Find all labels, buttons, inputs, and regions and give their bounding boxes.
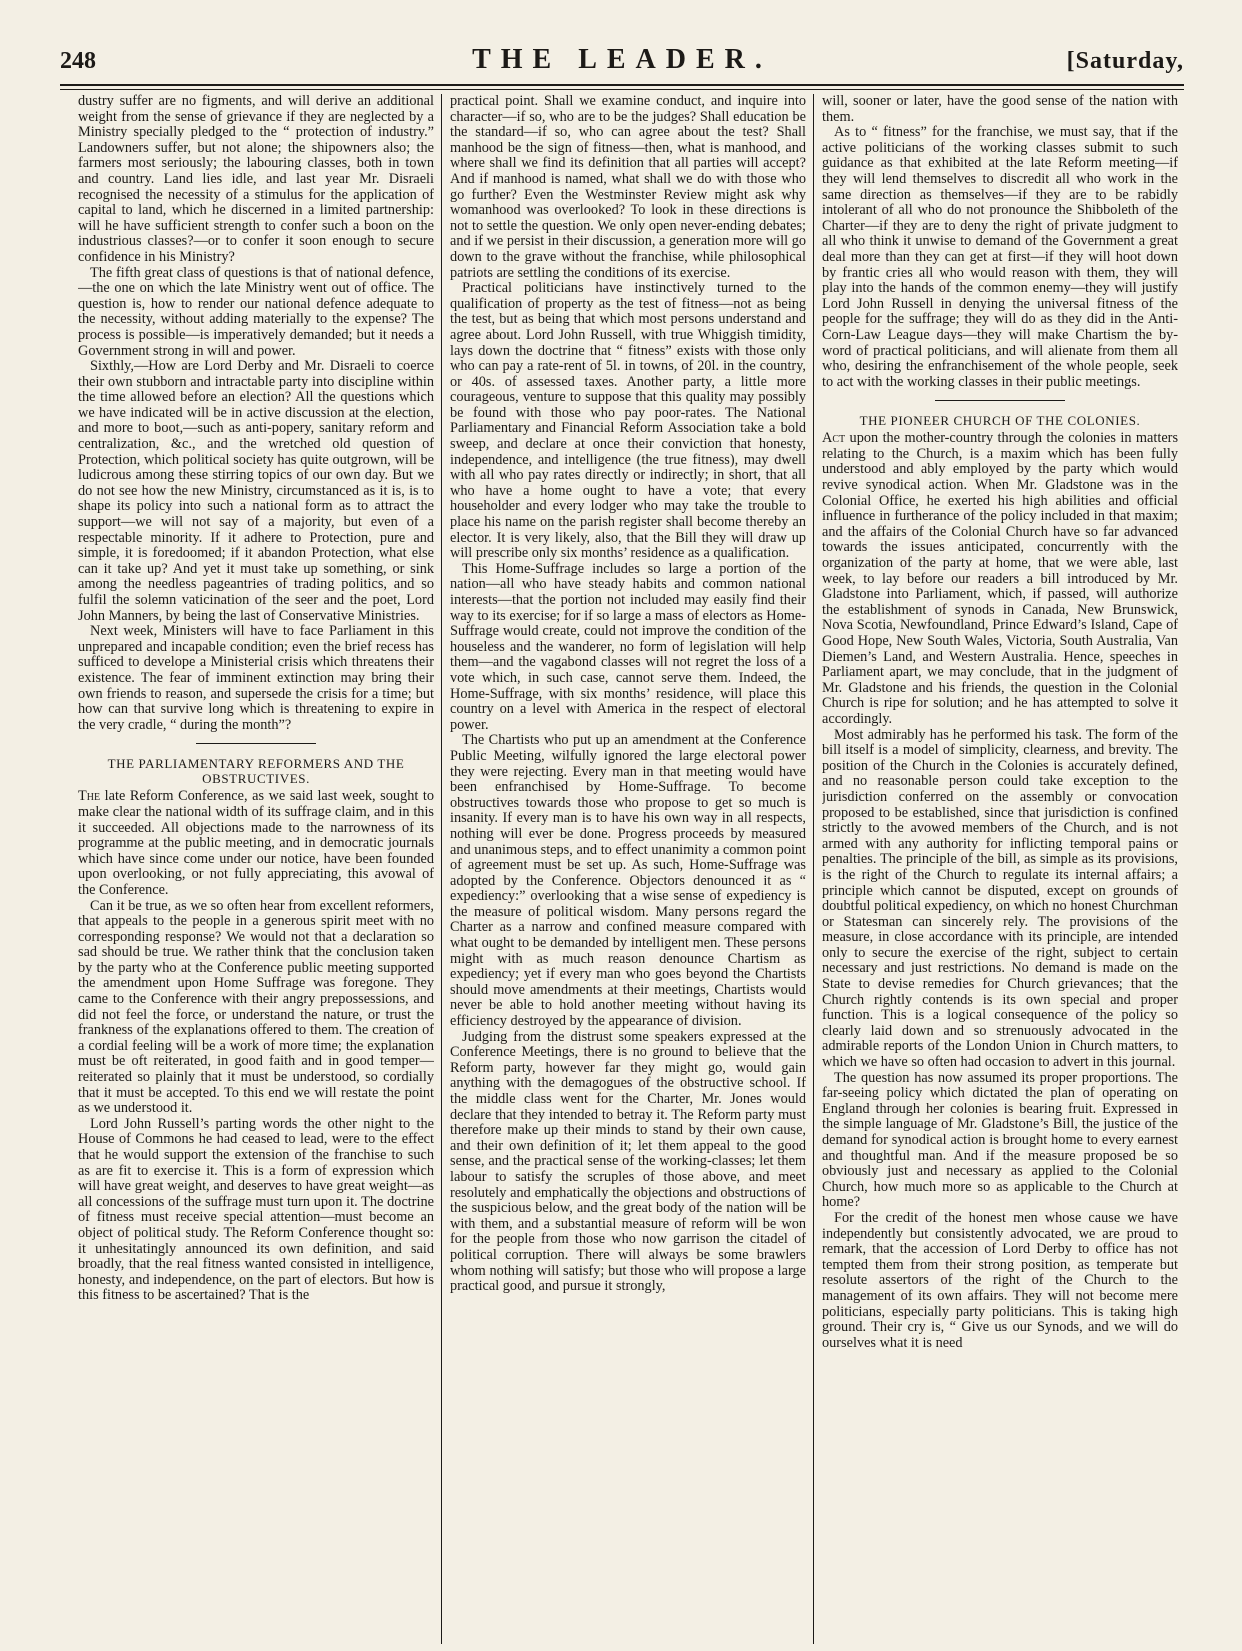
paragraph-text: late Reform Conference, as we said last week, sought to make clear the national width of its suffrage claim, and in this it succeeded. All objections made to the narrowness of its programme at the public meeting, and in democratic journals which have since come under our notice, have been founded upon overlooking, or not fully appreciating, this avowal of the Conference. <box>78 788 434 898</box>
article-heading: THE PARLIAMENTARY REFORMERS AND THE OBSTRUCTIVES. <box>107 756 405 787</box>
article-paragraph: dustry suffer are no figments, and will derive an additional weight from the sense of grievance if they are neglected by a Ministry specially pledged to the “ protection of industry.” Landowners suffer, but not alone; the shipowners also; the farmers most seriously; the labouring classes, both in town and country. Land lies idle, and last year Mr. Disraeli recognised the necessity of a stimulus for the application of capital to land, which he discerned in a limited partnership: will he have sufficient strength to confer such a boon on the industrious classes?—or to confer it soon enough to secure confidence in his Ministry? <box>78 94 434 265</box>
lead-word: The <box>78 788 101 805</box>
article-paragraph: practical point. Shall we examine conduct, and inquire into character—if so, who are to be the judges? Shall education be the standard—if so, who can agree about the test? Shall manhood be the sign of fitness—then, what is manhood, and where shall we find its definition that all parties will accept? And if manhood is named, what shall we do with those who go further? Even the Westminster Review might ask why womanhood was overlooked? To look in these directions is not to settle the question. We only open never-ending debates; and if we persist in their discussion, a generation more will go down to the grave without the franchise, while philosophical patriots are settling the conditions of its exercise. <box>450 94 806 281</box>
article-paragraph <box>78 789 434 898</box>
article-paragraph: The fifth great class of questions is that of national defence,—the one on which the late Ministry went out of office. The question is, how to render our national defence adequate to the necessity, without adding materially to the expense? The process is possible—is imperatively demanded; but it needs a Government strong in will and power. <box>78 264 434 359</box>
article-separator <box>196 743 316 744</box>
article-separator <box>935 400 1065 401</box>
issue-day: [Saturday, <box>1066 48 1184 74</box>
article-paragraph: Most admirably has he performed his task. The form of the bill itself is a model of simplicity, clearness, and brevity. The position of the Church in the Colonies is accurately defined, and no reasonable person could take exception to the jurisdiction conferred on the assembly or convocation proposed to be established, since that jurisdiction is confined strictly to the avowed members of the Church, and is not armed with any authority for inflicting temporal pains or penalties. The principle of the bill, as simple as its provisions, is the right of the Church to regulate its internal affairs; a principle which cannot be disputed, except on grounds of doubtful political expediency, on which no honest Churchman or Statesman can sincerely rely. The provisions of the measure, in close accordance with its principle, are intended only to secure the exercise of the right, subject to certain necessary and just restrictions. No demand is made on the State to devise remedies for Church grievances; that the Church rightly contends is its own special and proper function. This is a logical consequence of the policy so clearly laid down and so strenuously advocated in the admirable reports of the London Union in Church matters, to which we have so often had occasion to advert in this journal. <box>822 726 1178 1071</box>
column-3 <box>822 94 1178 1650</box>
article-paragraph: Sixthly,—How are Lord Derby and Mr. Disraeli to coerce their own stubborn and intractable party into discipline within the time allowed before an election? All the questions which we have indicated will be in active discussion at the election, and more to boot,—such as anti-popery, sanitary reform and centralization, &c., and the wretched old question of Protection, which political society has quite outgrown, will be ludicrous among these stirring topics of our own day. But we do not see how the new Ministry, circumstanced as it is, is to shape its policy into such a national form as to attract the support—we will not say of a majority, but even of a respectable minority. If it adhere to Protection, pure and simple, it is foredoomed; if it abandon Protection, what else can it take up? And yet it must take up something, or sink among the needless pageantries of trading politics, and so fulfil the solemn vaticination of the seer and the poet, Lord John Manners, by being the last of Conservative Ministries. <box>78 358 434 624</box>
article-paragraph: Practical politicians have instinctively turned to the qualification of property as the test of fitness—not as being the test, but as being that which most persons understand and agree about. Lord John Russell, with true Whiggish timidity, lays down the doctrine that “ fitness” exists with those only who can pay a rate-rent of 5l. in towns, of 20l. in the country, or 40s. of assessed taxes. Another party, a little more courageous, venture to suppose that this quality may possibly be found with those who pay poor-rates. The National Parliamentary and Financial Reform Association take a bold sweep, and declare at once their conviction that honesty, independence, and intelligence (the true fitness), may dwell with all who pay rates directly or indirectly; in short, that all who have a home ought to have a vote; that every householder and every lodger who may take the trouble to place his name on the parish register shall become thereby an elector. It is very likely, also, that the Bill they will draw up will prescribe only six months’ residence as a qualification. <box>450 280 806 562</box>
column-1 <box>78 94 434 1650</box>
article-paragraph: will, sooner or later, have the good sense of the nation with them. <box>822 94 1178 125</box>
newspaper-title: THE LEADER. <box>472 44 772 75</box>
article-paragraph: The question has now assumed its proper proportions. The far-seeing policy which dictated the plan of operating on England through her colonies is bearing fruit. Expressed in the simple language of Mr. Gladstone’s Bill, the justice of the demand for synodical action is brought home to every earnest and thoughtful man. And if the measure proposed be so obviously just and necessary as applied to the Colonial Church, how much more so as applicable to the Church at home? <box>822 1069 1178 1211</box>
article-paragraph: Can it be true, as we so often hear from excellent reformers, that appeals to the people in a generous spirit meet with no corresponding response? We would not that a declaration so sad should be true. We rather think that the conclusion taken by the party who at the Conference public meeting supported the amendment upon Home Suffrage was foregone. They came to the Conference with their angry prepossessions, and did not feel the force, or understand the nature, or trust the frankness of the explanations offered to them. The creation of a cordial feeling will be a work of more time; the explanation must be oft reiterated, in good faith and in good temper—reiterated so plainly that it must be understood, so cordially that it must be accepted. To this end we will restate the point as we understood it. <box>78 897 434 1117</box>
article-paragraph: Next week, Ministers will have to face Parliament in this unprepared and incapable condition; even the brief recess has sufficed to develope a Ministerial crisis which threatens their existence. The fear of imminent extinction may bring their own friends to reason, and supersede the crisis for a time; but how can that survive long which is threatening to expire in the very cradle, “ during the month”? <box>78 623 434 733</box>
article-paragraph: Judging from the distrust some speakers expressed at the Conference Meetings, there is no ground to believe that the Reform party, however far they might go, would gain anything with the demagogues of the obstructive school. If the middle class went for the Charter, Mr. Jones would declare that they intended to betray it. The Reform party must therefore make up their minds to stand by their own cause, and their own definition of it; let them appeal to the good sense, and the practical sense of the working-classes; let them labour to satisfy the scruples of those above, and meet resolutely and emphatically the objections and obstructions of the suspicious below, and the great body of the nation will be with them, and a substantial measure of reform will be won for the people from those who now garrison the citadel of political corruption. There will always be some brawlers whom nothing will satisfy; but those who will propose a large practical good, and pursue it strongly, <box>450 1028 806 1295</box>
column-2 <box>450 94 806 1650</box>
masthead-rule-thick <box>60 84 1184 86</box>
article-paragraph <box>822 431 1178 727</box>
article-heading: THE PIONEER CHURCH OF THE COLONIES. <box>859 413 1141 429</box>
article-paragraph: This Home-Suffrage includes so large a portion of the nation—all who have steady habits and common national interests—that the portion not included may easily find their way to its exercise; for if so large a mass of electors as Home-Suffrage would create, could not improve the condition of the houseless and the wanderer, no form of legislation will help them—and the vagabond classes will not regret the loss of a vote which, in such case, cannot serve them. Indeed, the Home-Suffrage, with six months’ residence, will place this country on a level with America in the respect of electoral power. <box>450 560 806 733</box>
article-paragraph: The Chartists who put up an amendment at the Conference Public Meeting, wilfully ignored the large electoral power they were rejecting. Every man in that meeting would have been enfranchised by Home-Suffrage. To become obstructives towards those who propose to get so much is insanity. If every man is to have his own way in all respects, nothing will ever be done. Progress proceeds by measured and unanimous steps, and to effect unanimity a common point of agreement must be set up. As such, Home-Suffrage was adopted by the Conference. Objectors denounced it as “ expediency:” overlooking that a wise sense of expediency is the measure of political wisdom. Many persons regard the Charter as a narrow and confined measure compared with what ought to be demanded by intelligent men. These persons might with as much reason denounce Chartism as expediency; yet if every man who goes beyond the Chartists should move amendments at their meetings, Chartists would never be able to hold another meeting without having its efficiency destroyed by the appearance of division. <box>450 732 806 1030</box>
masthead-rule-thin <box>60 89 1184 90</box>
article-paragraph: Lord John Russell’s parting words the other night to the House of Commons he had ceased to lead, were to the effect that he would support the extension of the franchise to such as are fit to exercise it. This is a form of expression which will have great weight, and deserves to have great weight—as all concessions of the suffrage must turn upon it. The doctrine of fitness must receive special attention—must become an object of political study. The Reform Conference thought so: it unhesitatingly announced its own definition, and said broadly, that the real fitness wanted consisted in intelligence, honesty, and independence, on the part of electors. But how is this fitness to be ascertained? That is the <box>78 1115 434 1304</box>
lead-word: Act <box>822 430 846 447</box>
column-divider-2 <box>813 94 814 1644</box>
page-number: 248 <box>60 48 96 74</box>
masthead <box>60 44 1184 84</box>
article-paragraph: As to “ fitness” for the franchise, we must say, that if the active politicians of the working classes submit to such guidance as that exhibited at the late Reform meeting—if they will lend themselves to discredit all who work in the same direction as themselves—if they are to be rabidly intolerant of all who do not pronounce the Shibboleth of the Charter—if they are to deny the right of private judgment to all who think it unwise to demand of the Government a great deal more than they can get at first—if they will hoot down by frantic cries all who would reason with them, they will play into the hands of the common enemy—they will justify Lord John Russell in denying the universal fitness of the people for the suffrage; they will do as they did in the Anti-Corn-Law League days—they will make Chartism the by-word of practical politicians, and will alienate from them all who, desiring the enfranchisement of the whole people, seek to act with the working classes in their public meetings. <box>822 124 1178 390</box>
article-paragraph: For the credit of the honest men whose cause we have independently but consistently advocated, we are proud to remark, that the accession of Lord Derby to office has not tempted them from their strong position, as temperate but resolute assertors of the right of the Church to the management of its own affairs. They will not become mere politicians, especially party politicians. This is taking high ground. Their cry is, “ Give us our Synods, and we will do ourselves what it is need <box>822 1209 1178 1351</box>
paragraph-text: upon the mother-country through the colonies in matters relating to the Church, is a maxim which has been fully understood and ably employed by the party which would revive synodical action. When Mr. Gladstone was in the Colonial Office, he exerted his high abilities and official influence in furtherance of the policy included in that maxim; and the affairs of the Colonial Church have so far advanced towards the issues anticipated, concurrently with the organization of the party at home, that we were able, last week, to lay before our readers a bill introduced by Mr. Gladstone into Parliament, which, if passed, will authorize the establishment of synods in Canada, New Brunswick, Nova Scotia, Newfoundland, Prince Edward’s Island, Cape of Good Hope, New South Wales, Victoria, South Australia, Van Diemen’s Land, and Western Australia. Hence, speeches in Parliament apart, we may conclude, that in the judgment of Mr. Gladstone and his friends, the question in the Colonial Church is ripe for solution; and he has attempted to solve it accordingly. <box>822 430 1178 727</box>
column-divider-1 <box>441 94 442 1644</box>
